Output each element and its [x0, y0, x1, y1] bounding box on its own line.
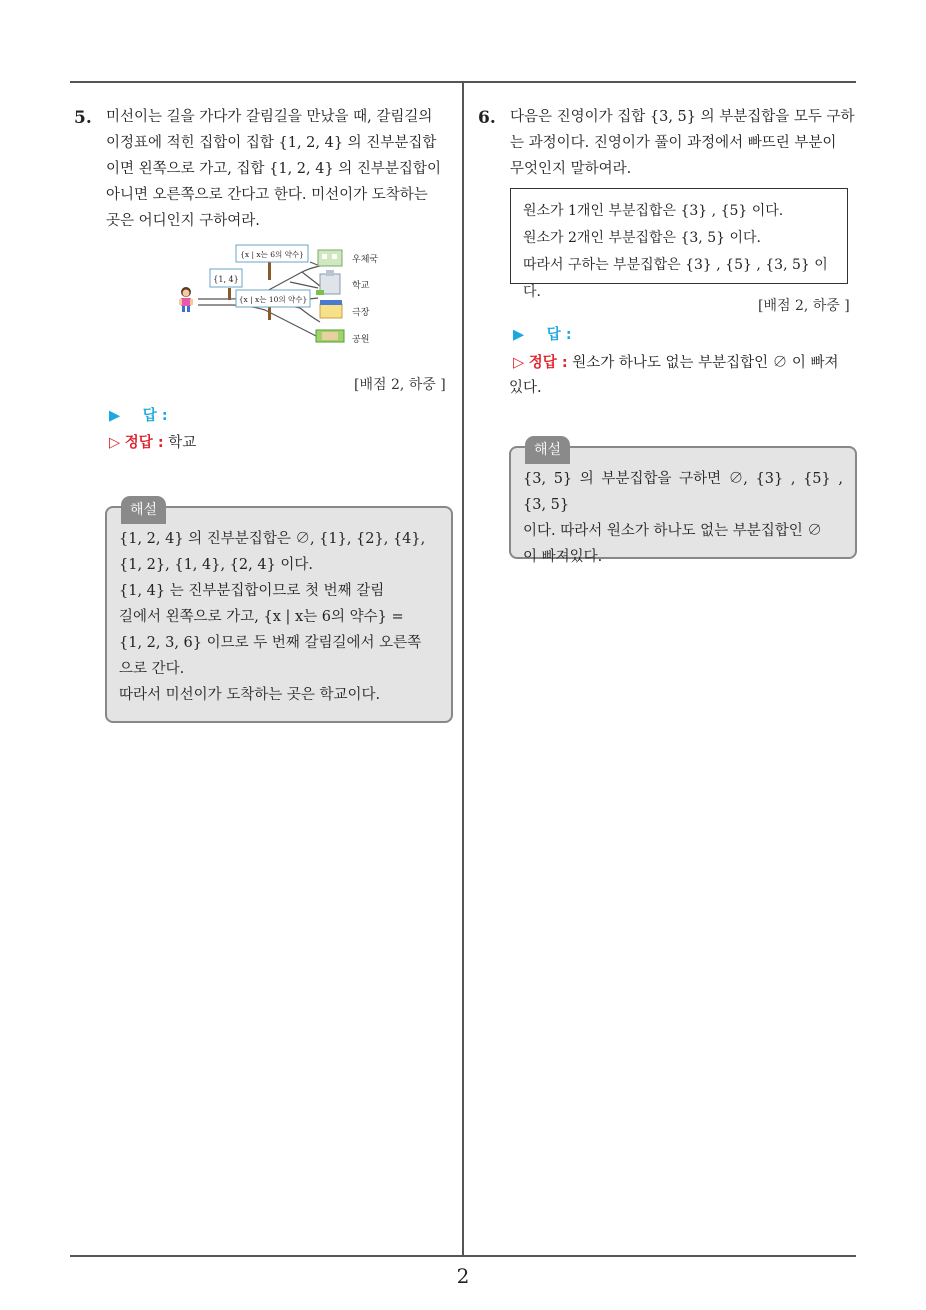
page-number: 2 [456, 1264, 470, 1288]
solution-line: 따라서 미선이가 도착하는 곳은 학교이다. [119, 687, 381, 703]
correct-label: 정답 : [124, 435, 164, 451]
correct-label: 정답 : [528, 355, 568, 371]
place-label: 학교 [352, 281, 370, 291]
solution-line: {1, 2, 4} 의 진부분집합은 ∅, {1}, {2}, {4}, [119, 531, 426, 547]
solution-line: 길에서 왼쪽으로 가고, {x | x는 6의 약수} = [119, 609, 404, 625]
question-6-solution-box [509, 442, 857, 565]
question-5-line: 곳은 어디인지 구하여라. [106, 213, 260, 229]
question-6-correct-line [513, 350, 858, 376]
question-5-line: 이면 왼쪽으로 가고, 집합 {1, 2, 4} 의 진부분집합이 [106, 161, 441, 177]
question-6-line: 무엇인지 말하여라. [510, 161, 632, 177]
answer-label: 답 : [142, 408, 168, 424]
question-5-score: [배점 2, 하중 ] [354, 377, 446, 393]
question-6-line: 는 과정이다. 진영이가 풀이 과정에서 빠뜨린 부분이 [510, 135, 837, 151]
triangle-outline-icon: ▷ [109, 435, 121, 451]
solution-line: 으로 간다. [119, 661, 185, 677]
process-box [510, 188, 848, 300]
triangle-right-icon: ▶ [109, 408, 121, 424]
question-6-correct-continued: 있다. [509, 380, 542, 396]
process-line: 원소가 2개인 부분집합은 {3, 5} 이다. [523, 230, 761, 246]
solution-line: {1, 2, 3, 6} 이므로 두 번째 갈림길에서 오른쪽 [119, 635, 422, 651]
question-5-line: 아니면 오른쪽으로 간다고 한다. 미선이가 도착하는 [106, 187, 428, 203]
bottom-rule [70, 1255, 856, 1257]
question-5-number: 5. [74, 108, 92, 128]
theater-icon [320, 300, 342, 318]
sign-lower [236, 290, 310, 307]
question-6-answer-line [513, 323, 572, 344]
process-line: 원소가 1개인 부분집합은 {3} , {5} 이다. [523, 203, 784, 219]
process-line: 따라서 구하는 부분집합은 {3} , {5} , {3, 5} 이다. [523, 257, 828, 300]
correct-value: 원소가 하나도 없는 부분집합인 ∅ 이 빠져 [572, 355, 839, 371]
school-icon [316, 270, 340, 295]
triangle-right-icon: ▶ [513, 327, 525, 343]
solution-tag: 해설 [121, 496, 166, 524]
answer-label: 답 : [546, 327, 572, 343]
sign-upper [236, 245, 308, 262]
post-office-icon [318, 250, 342, 266]
solution-tag: 해설 [525, 436, 570, 464]
place-label: 우체국 [352, 255, 379, 265]
question-5-correct-line [109, 431, 196, 452]
solution-line: 이다. 따라서 원소가 하나도 없는 부분집합인 ∅ [523, 523, 822, 539]
sign-upper-label: {x | x는 6의 약수} [240, 250, 304, 259]
question-5-line: 이정표에 적힌 집합이 집합 {1, 2, 4} 의 진부분집합 [106, 135, 437, 151]
question-5-solution-box [105, 502, 453, 723]
sign-first-label: {1, 4} [213, 275, 239, 284]
solution-line: {1, 4} 는 진부분집합이므로 첫 번째 갈림 [119, 583, 385, 599]
correct-value: 학교 [168, 435, 197, 451]
park-icon [316, 330, 344, 342]
place-label: 극장 [352, 308, 370, 318]
sign-first [210, 269, 242, 287]
question-6-score: [배점 2, 하중 ] [758, 298, 850, 314]
crossroads-figure [170, 242, 410, 354]
question-6-text [510, 104, 860, 182]
solution-line: 이 빠져있다. [523, 549, 603, 565]
place-label: 공원 [352, 335, 370, 345]
question-5-text [106, 104, 456, 234]
question-6-line: 다음은 진영이가 집합 {3, 5} 의 부분집합을 모두 구하 [510, 109, 855, 125]
triangle-outline-icon: ▷ [513, 355, 525, 371]
question-6-number: 6. [478, 108, 496, 128]
girl-icon [179, 287, 193, 312]
solution-line: {1, 2}, {1, 4}, {2, 4} 이다. [119, 557, 314, 573]
question-5-line: 미선이는 길을 가다가 갈림길을 만났을 때, 갈림길의 [106, 109, 433, 125]
column-divider [462, 82, 464, 1257]
solution-line: {3, 5} 의 부분집합을 구하면 ∅, {3} , {5} , {3, 5} [523, 471, 843, 513]
sign-post [228, 288, 231, 300]
question-5-answer-line [109, 404, 168, 425]
sign-lower-label: {x | x는 10의 약수} [238, 295, 308, 304]
